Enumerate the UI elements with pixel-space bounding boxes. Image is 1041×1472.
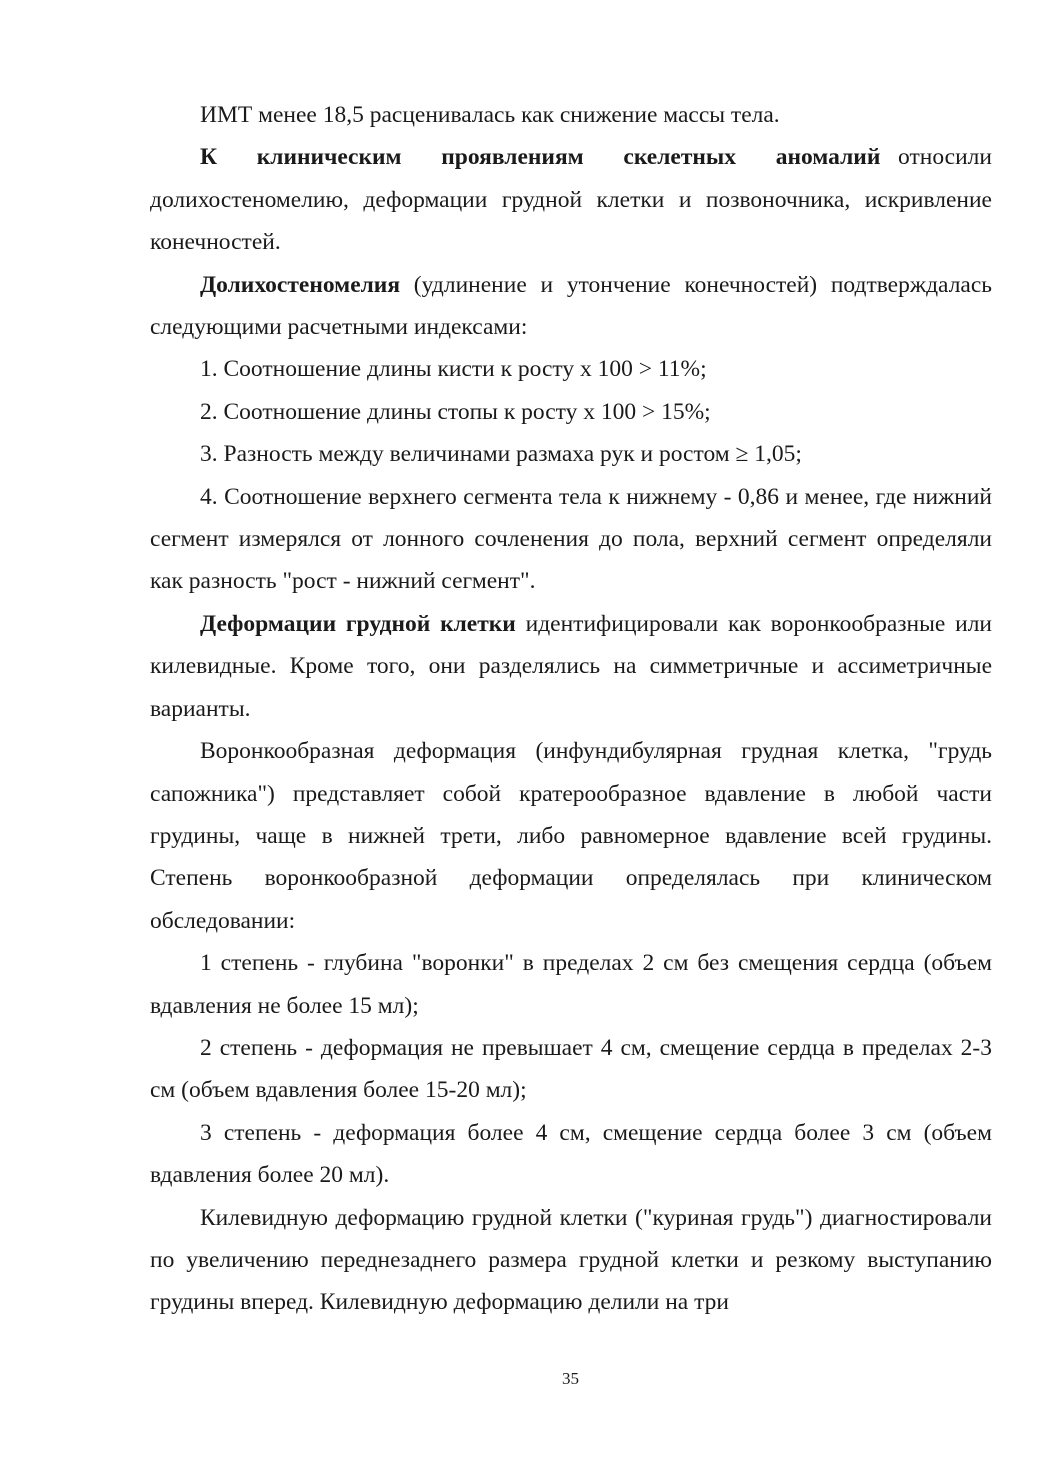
degree-1: 1 степень - глубина "воронки" в пределах 2 см без смещения сердца (объем вдавления не более 15 мл); — [150, 950, 992, 1019]
body-text — [150, 94, 992, 1324]
skeletal-anomalies-text: относили долихостеномелию, деформации грудной клетки и позвоночника, искривление конечностей. — [150, 144, 992, 256]
chest-deformations-heading: Деформации грудной клетки — [200, 610, 516, 637]
bmi-text: ИМТ менее 18,5 расценивалась как снижение массы тела. — [200, 102, 780, 128]
paragraph-funnel-chest: Воронкообразная деформация (инфундибулярная грудная клетка, "грудь сапожника") представляет собой кратерообразное вдавление в любой части грудины, чаще в нижней трети, либо равномерное вдавление всей грудины. Степень воронкообразной деформации определялась при клиническом обследовании: — [150, 738, 992, 934]
list-item-2: 2. Соотношение длины стопы к росту х 100 > 15%; — [200, 398, 711, 425]
degree-2: 2 степень - деформация не превышает 4 см, смещение сердца в пределах 2-3 см (объем вдавления более 15-20 мл); — [150, 1034, 992, 1104]
page-number: 35 — [562, 1369, 579, 1388]
dolichostenomelia-heading: Долихостеномелия — [200, 271, 401, 298]
list-item-3: 3. Разность между величинами размаха рук и ростом ≥ 1,05; — [200, 441, 802, 468]
paragraph-pigeon-chest: Килевидную деформацию грудной клетки ("куриная грудь") диагностировали по увеличению переднезаднего размера грудной клетки и резкому выступанию грудины вперед. Килевидную деформацию делили на три — [150, 1204, 992, 1316]
paragraph-bmi — [150, 94, 992, 136]
paragraph-dolichostenomelia — [150, 264, 992, 349]
list-item-4: 4. Соотношение верхнего сегмента тела к нижнему - 0,86 и менее, где нижний сегмент измерялся от лонного сочленения до пола, верхний сегмент определяли как разность "рост - нижний сегмент". — [150, 483, 992, 595]
degree-3: 3 степень - деформация более 4 см, смещение сердца более 3 см (объем вдавления более 20 мл). — [150, 1119, 992, 1189]
dolichostenomelia-text: (удлинение и утончение конечностей) подтверждалась следующими расчетными индексами: — [150, 271, 992, 341]
skeletal-anomalies-heading: К клиническим проявлениям скелетных аномалий — [200, 144, 881, 171]
paragraph-skeletal-anomalies — [150, 136, 992, 263]
list-item-1: 1. Соотношение длины кисти к росту х 100 > 11%; — [200, 356, 707, 383]
chest-deformations-text: идентифицировали как воронкообразные или килевидные. Кроме того, они разделялись на симметричные и ассиметричные варианты. — [150, 610, 992, 722]
paragraph-chest-deformations — [150, 603, 992, 730]
